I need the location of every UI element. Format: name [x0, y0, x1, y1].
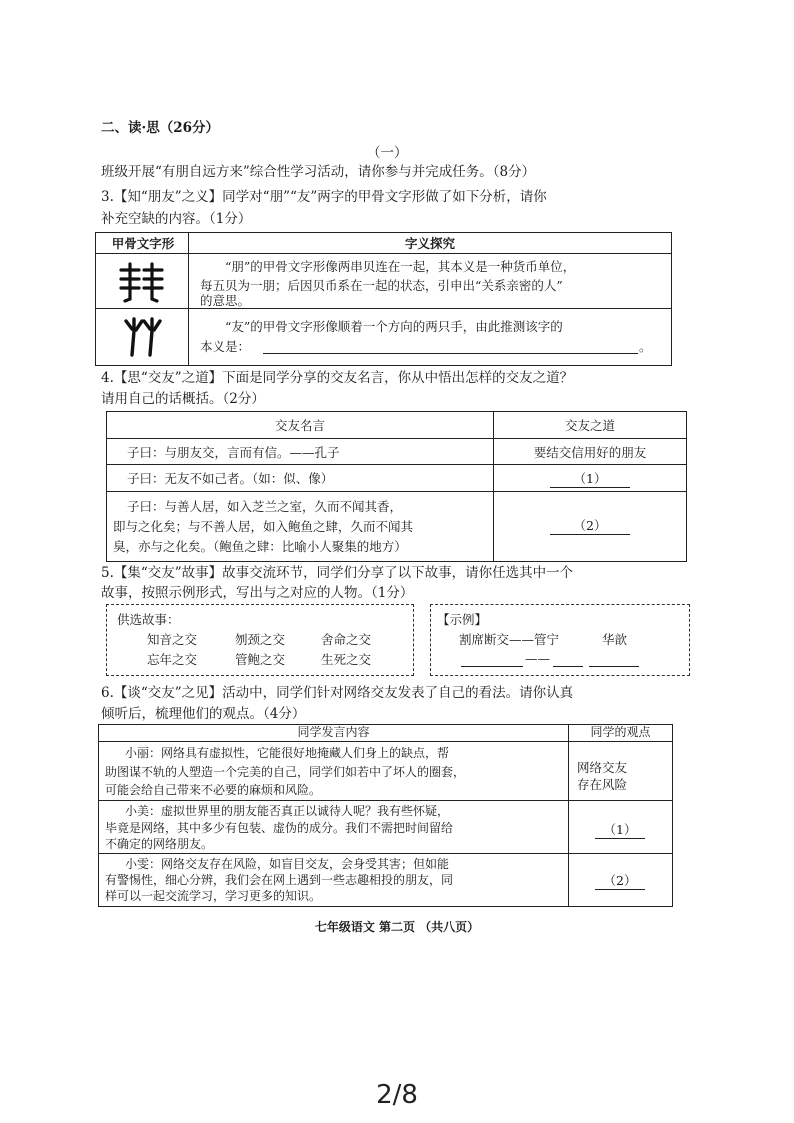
q3-row2-line1: “友”的甲骨文字形像顺着一个方向的两只手，由此推测该字的 [225, 319, 563, 334]
q4-row3-line1: 子曰：与善人居，如入芝兰之室，久而不闻其香， [127, 499, 403, 514]
q6-answer-1[interactable]: （1） [595, 820, 645, 839]
q6-row3-line3: 样可以一起交流学习，学习更多的知识。 [105, 889, 322, 903]
story-6: 生死之交 [321, 652, 372, 667]
q4-answer-2[interactable]: （2） [550, 516, 630, 535]
story-5: 管鲍之交 [235, 652, 286, 667]
example-dash: —— [525, 651, 550, 666]
q6-row1-view-line2: 存在风险 [577, 777, 628, 792]
peng-oracle-glyph-icon [118, 261, 166, 303]
person-blank-1[interactable] [553, 666, 583, 667]
q4-header-way: 交友之道 [564, 418, 615, 433]
page-footer: 七年级语文 第二页 （共八页） [314, 920, 480, 934]
q6-row3-line2: 有警惕性，细心分辨，我们会在网上遇到一些志趣相投的朋友，同 [105, 873, 454, 887]
q3-prompt-line1: 3.【知“朋友”之义】同学对“朋”“友”两字的甲骨文字形做了如下分析，请你 [101, 189, 547, 205]
q6-table [98, 724, 673, 907]
q6-prompt-line1: 6.【谈“交友”之见】活动中，同学们针对网络交友发表了自己的看法。请你认真 [101, 685, 574, 701]
q3-header-meaning: 字义探究 [404, 236, 455, 251]
q3-table [95, 232, 672, 366]
example-person: 华歆 [602, 632, 628, 647]
q6-row1-line3: 可能会给自己带来不必要的麻烦和风险。 [105, 783, 322, 797]
story-options-box [106, 604, 414, 676]
q6-row2-line3: 不确定的网络朋友。 [105, 837, 214, 851]
q6-prompt-line2: 倾听后，梳理他们的观点。（4分） [101, 706, 306, 722]
part-number: （一） [367, 145, 408, 161]
q4-row1-quote: 子曰：与朋友交，言而有信。——孔子 [127, 445, 340, 460]
q3-header-form: 甲骨文字形 [111, 236, 175, 251]
q3-row1-line1: “朋”的甲骨文字形像两串贝连在一起，其本义是一种货币单位， [225, 259, 576, 274]
q3-row1-line3: 的意思。 [200, 293, 251, 308]
q4-answer-1[interactable]: （1） [550, 469, 630, 488]
example-box [430, 604, 690, 676]
q6-header-content: 同学发言内容 [297, 725, 370, 739]
q5-prompt-line2: 故事，按照示例形式，写出与之对应的人物。（1分） [101, 585, 414, 601]
stories-label: 供选故事： [117, 612, 180, 627]
q6-header-view: 同学的观点 [590, 725, 651, 739]
you-oracle-glyph-icon [120, 315, 164, 359]
person-blank-2[interactable] [589, 666, 639, 667]
q5-prompt-line1: 5.【集“交友”故事】故事交流环节，同学们分享了以下故事，请你任选其中一个 [101, 565, 574, 581]
q6-row2-line2: 毕竟是网络，其中多少有包装、虚伪的成分。我们不需把时间留给 [105, 821, 454, 835]
q6-row1-view-line1: 网络交友 [577, 760, 628, 775]
q4-prompt-line2: 请用自己的话概括。（2分） [101, 391, 265, 407]
section-intro: 班级开展“有朋自远方来”综合性学习活动，请你参与并完成任务。（8分） [101, 164, 536, 180]
q4-header-quote: 交友名言 [274, 418, 325, 433]
q4-prompt-line1: 4.【思“交友”之道】下面是同学分享的交友名言，你从中悟出怎样的交友之道？ [101, 370, 574, 386]
q4-row2-quote: 子曰：无友不如己者。（如：似、像） [127, 471, 334, 486]
q3-row2-line2: 本义是： [200, 339, 251, 354]
q3-answer-blank[interactable] [263, 353, 638, 354]
q4-row1-way: 要结交信用好的朋友 [533, 445, 647, 460]
section-title: 二、读·思（26分） [101, 120, 219, 136]
example-label: 【示例】 [437, 612, 488, 627]
q6-row2-line1: 小美：虚拟世界里的朋友能否真正以诚待人呢？我有些怀疑， [125, 804, 450, 818]
story-blank[interactable] [461, 666, 523, 667]
q3-row1-line2: 每五贝为一朋；后因贝币系在一起的状态，引申出“关系亲密的人” [200, 278, 563, 293]
q4-table [106, 411, 687, 562]
q6-row1-line2: 助图谋不轨的人塑造一个完美的自己，同学们如若中了坏人的圈套， [105, 765, 466, 779]
story-3: 舍命之交 [321, 632, 372, 647]
q4-row3-line2: 即与之化矣；与不善人居，如入鲍鱼之肆，久而不闻其 [113, 519, 414, 534]
example-story: 割席断交——管宁 [459, 632, 560, 647]
q4-row3-line3: 臭，亦与之化矣。（鲍鱼之肆：比喻小人聚集的地方） [113, 539, 407, 554]
q6-answer-2[interactable]: （2） [595, 871, 645, 890]
q3-prompt-line2: 补充空缺的内容。（1分） [101, 211, 252, 227]
q6-row1-line1: 小丽：网络具有虚拟性，它能很好地掩藏人们身上的缺点，帮 [125, 746, 450, 760]
story-4: 忘年之交 [147, 652, 198, 667]
q3-end-mark: 。 [639, 339, 652, 354]
page-indicator: 2/8 [376, 1080, 418, 1110]
q6-row3-line1: 小雯：网络交友存在风险，如盲目交友，会身受其害；但如能 [125, 857, 450, 871]
story-1: 知音之交 [147, 632, 198, 647]
story-2: 刎颈之交 [235, 632, 286, 647]
